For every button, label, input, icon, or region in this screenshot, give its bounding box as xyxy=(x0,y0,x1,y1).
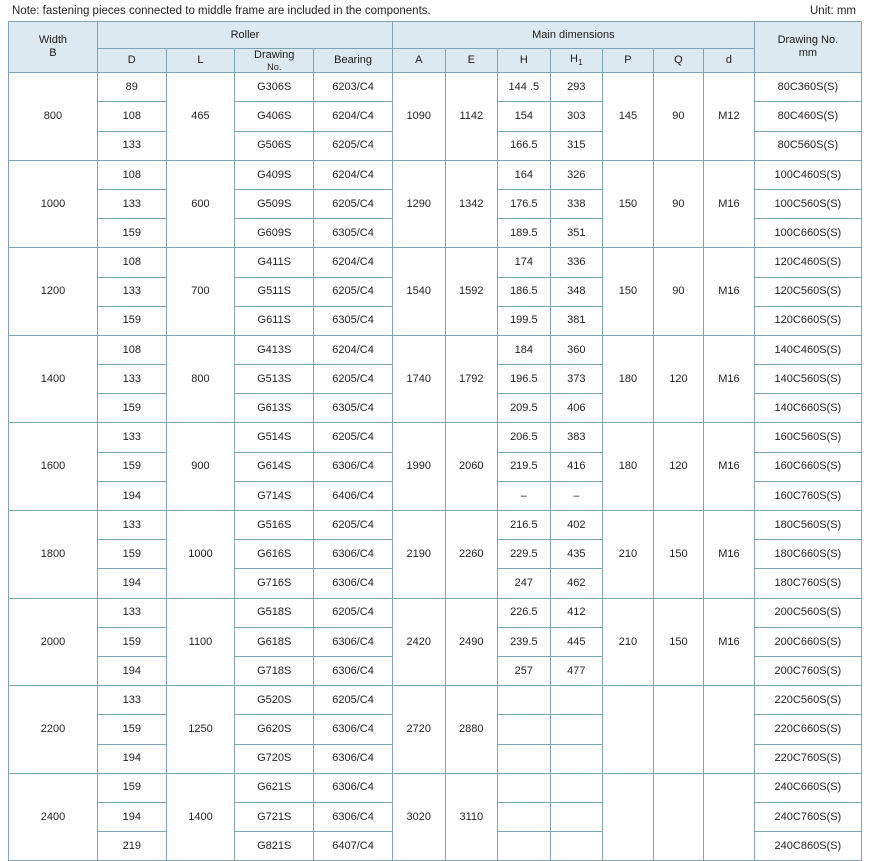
table-row xyxy=(9,686,862,715)
cell-dim-h1: 351 xyxy=(550,219,603,248)
cell-roller-drawing-no: G516S xyxy=(235,511,314,540)
cell-roller-d: 133 xyxy=(97,189,166,218)
header-width-label: Width xyxy=(38,34,68,47)
table-row xyxy=(9,423,862,452)
cell-width: 1400 xyxy=(9,335,98,423)
table-row xyxy=(9,511,862,540)
header-main-dimensions: Main dimensions xyxy=(393,22,755,49)
cell-dim-h1: 412 xyxy=(550,598,603,627)
cell-roller-d: 194 xyxy=(97,744,166,773)
cell-dim-p: 180 xyxy=(603,423,654,511)
cell-dim-a: 1290 xyxy=(393,160,446,248)
cell-drawing-no: 220C560S(S) xyxy=(754,686,861,715)
header-col-q: Q xyxy=(653,49,704,73)
cell-roller-drawing-no: G518S xyxy=(235,598,314,627)
cell-dim-h1: 326 xyxy=(550,160,603,189)
cell-width: 2400 xyxy=(9,773,98,861)
cell-dim-h: 186.5 xyxy=(498,277,551,306)
cell-roller-d: 159 xyxy=(97,306,166,335)
cell-roller-d: 133 xyxy=(97,598,166,627)
cell-drawing-no: 220C660S(S) xyxy=(754,715,861,744)
cell-roller-d: 194 xyxy=(97,481,166,510)
cell-dim-q: 90 xyxy=(653,160,704,248)
cell-roller-bearing: 6305/C4 xyxy=(314,219,393,248)
cell-drawing-no: 180C660S(S) xyxy=(754,540,861,569)
cell-dim-h1: 435 xyxy=(550,540,603,569)
cell-dim-q: 150 xyxy=(653,598,704,686)
cell-roller-bearing: 6205/C4 xyxy=(314,277,393,306)
cell-roller-drawing-no: G720S xyxy=(235,744,314,773)
cell-dim-h: 199.5 xyxy=(498,306,551,335)
cell-dim-h: 226.5 xyxy=(498,598,551,627)
cell-roller-bearing: 6406/C4 xyxy=(314,481,393,510)
cell-roller-drawing-no: G716S xyxy=(235,569,314,598)
cell-dim-q xyxy=(653,686,704,774)
cell-roller-bearing: 6205/C4 xyxy=(314,365,393,394)
cell-roller-drawing-no: G611S xyxy=(235,306,314,335)
header-col-h1 xyxy=(550,49,603,73)
cell-dim-h: 206.5 xyxy=(498,423,551,452)
header-width-sub: B xyxy=(49,47,57,60)
cell-dim-h1: 338 xyxy=(550,189,603,218)
cell-width: 2000 xyxy=(9,598,98,686)
cell-dim-e: 1792 xyxy=(445,335,498,423)
cell-dim-p: 150 xyxy=(603,248,654,336)
header-col-h1-letter: H xyxy=(570,53,578,66)
cell-roller-drawing-no: G511S xyxy=(235,277,314,306)
cell-roller-drawing-no: G613S xyxy=(235,394,314,423)
cell-drawing-no: 240C860S(S) xyxy=(754,832,861,861)
cell-dim-h1: 406 xyxy=(550,394,603,423)
cell-dim-h: 189.5 xyxy=(498,219,551,248)
cell-dim-q: 90 xyxy=(653,248,704,336)
cell-roller-bearing: 6205/C4 xyxy=(314,511,393,540)
cell-roller-l: 1000 xyxy=(166,511,235,599)
cell-roller-d: 133 xyxy=(97,686,166,715)
header-drawing-no-line2: mm xyxy=(798,47,818,60)
cell-roller-l: 600 xyxy=(166,160,235,248)
cell-dim-e: 2880 xyxy=(445,686,498,774)
table-row xyxy=(9,160,862,189)
header-row-sub xyxy=(9,49,862,73)
cell-drawing-no: 140C660S(S) xyxy=(754,394,861,423)
cell-dim-h1: 402 xyxy=(550,511,603,540)
specification-table xyxy=(8,21,862,861)
cell-drawing-no: 220C760S(S) xyxy=(754,744,861,773)
cell-dim-h: 164 xyxy=(498,160,551,189)
cell-dim-p: 210 xyxy=(603,598,654,686)
cell-roller-drawing-no: G721S xyxy=(235,802,314,831)
cell-dim-h1: 373 xyxy=(550,365,603,394)
cell-dim-e: 2060 xyxy=(445,423,498,511)
cell-roller-drawing-no: G620S xyxy=(235,715,314,744)
cell-roller-bearing: 6205/C4 xyxy=(314,189,393,218)
cell-roller-drawing-no: G409S xyxy=(235,160,314,189)
cell-width: 1200 xyxy=(9,248,98,336)
cell-roller-drawing-no: G306S xyxy=(235,73,314,102)
cell-drawing-no: 120C660S(S) xyxy=(754,306,861,335)
cell-dim-a: 2720 xyxy=(393,686,446,774)
header-col-d: D xyxy=(97,49,166,73)
cell-dim-p: 210 xyxy=(603,511,654,599)
cell-drawing-no: 240C660S(S) xyxy=(754,773,861,802)
cell-dim-q: 120 xyxy=(653,335,704,423)
cell-roller-d: 108 xyxy=(97,102,166,131)
cell-width: 1000 xyxy=(9,160,98,248)
cell-roller-d: 194 xyxy=(97,656,166,685)
cell-roller-d: 133 xyxy=(97,511,166,540)
table-row xyxy=(9,598,862,627)
cell-dim-h1: 360 xyxy=(550,335,603,364)
cell-roller-l: 1100 xyxy=(166,598,235,686)
cell-dim-h1: 477 xyxy=(550,656,603,685)
cell-dim-a: 3020 xyxy=(393,773,446,861)
cell-dim-a: 1540 xyxy=(393,248,446,336)
cell-drawing-no: 180C760S(S) xyxy=(754,569,861,598)
cell-dim-a: 2420 xyxy=(393,598,446,686)
cell-dim-h1: 381 xyxy=(550,306,603,335)
cell-dim-h1 xyxy=(550,773,603,802)
cell-dim-d: M16 xyxy=(704,160,755,248)
cell-roller-drawing-no: G618S xyxy=(235,627,314,656)
table-row xyxy=(9,248,862,277)
cell-drawing-no: 240C760S(S) xyxy=(754,802,861,831)
cell-drawing-no: 160C560S(S) xyxy=(754,423,861,452)
cell-dim-h: 174 xyxy=(498,248,551,277)
unit-text: Unit: mm xyxy=(810,5,856,17)
cell-dim-h1: – xyxy=(550,481,603,510)
cell-roller-l: 700 xyxy=(166,248,235,336)
cell-roller-l: 1400 xyxy=(166,773,235,861)
cell-dim-p xyxy=(603,773,654,861)
table-row xyxy=(9,335,862,364)
cell-roller-bearing: 6205/C4 xyxy=(314,423,393,452)
cell-dim-a: 2190 xyxy=(393,511,446,599)
cell-dim-h1 xyxy=(550,715,603,744)
header-col-drawing-no xyxy=(235,49,314,73)
cell-roller-drawing-no: G614S xyxy=(235,452,314,481)
cell-dim-p: 180 xyxy=(603,335,654,423)
cell-roller-bearing: 6204/C4 xyxy=(314,248,393,277)
cell-roller-drawing-no: G718S xyxy=(235,656,314,685)
cell-roller-bearing: 6306/C4 xyxy=(314,569,393,598)
cell-dim-d: M16 xyxy=(704,598,755,686)
cell-roller-d: 159 xyxy=(97,219,166,248)
note-text: Note: fastening pieces connected to middle frame are included in the components. xyxy=(12,5,431,17)
cell-dim-h: 196.5 xyxy=(498,365,551,394)
table-row xyxy=(9,773,862,802)
header-col-a: A xyxy=(393,49,446,73)
header-col-bearing: Bearing xyxy=(314,49,393,73)
cell-roller-bearing: 6204/C4 xyxy=(314,160,393,189)
cell-roller-bearing: 6306/C4 xyxy=(314,744,393,773)
cell-roller-drawing-no: G821S xyxy=(235,832,314,861)
cell-dim-h xyxy=(498,686,551,715)
cell-dim-h1: 416 xyxy=(550,452,603,481)
cell-dim-e: 2260 xyxy=(445,511,498,599)
cell-drawing-no: 140C560S(S) xyxy=(754,365,861,394)
top-bar xyxy=(8,0,862,21)
cell-roller-l: 900 xyxy=(166,423,235,511)
cell-drawing-no: 100C460S(S) xyxy=(754,160,861,189)
cell-dim-h1: 303 xyxy=(550,102,603,131)
cell-roller-bearing: 6205/C4 xyxy=(314,686,393,715)
cell-dim-q: 150 xyxy=(653,511,704,599)
header-col-h: H xyxy=(498,49,551,73)
cell-roller-d: 159 xyxy=(97,715,166,744)
cell-dim-h1 xyxy=(550,832,603,861)
header-col-p: P xyxy=(603,49,654,73)
cell-dim-p: 150 xyxy=(603,160,654,248)
cell-dim-p: 145 xyxy=(603,73,654,161)
cell-drawing-no: 180C560S(S) xyxy=(754,511,861,540)
cell-dim-h: – xyxy=(498,481,551,510)
cell-width: 1600 xyxy=(9,423,98,511)
cell-dim-h1: 293 xyxy=(550,73,603,102)
cell-dim-h1: 315 xyxy=(550,131,603,160)
cell-roller-d: 159 xyxy=(97,394,166,423)
cell-roller-bearing: 6407/C4 xyxy=(314,832,393,861)
cell-dim-h1: 462 xyxy=(550,569,603,598)
cell-dim-h: 176.5 xyxy=(498,189,551,218)
cell-dim-h: 216.5 xyxy=(498,511,551,540)
cell-drawing-no: 120C560S(S) xyxy=(754,277,861,306)
cell-roller-d: 159 xyxy=(97,540,166,569)
cell-drawing-no: 140C460S(S) xyxy=(754,335,861,364)
cell-dim-e: 2490 xyxy=(445,598,498,686)
cell-roller-drawing-no: G506S xyxy=(235,131,314,160)
cell-roller-drawing-no: G609S xyxy=(235,219,314,248)
header-width-b xyxy=(9,22,98,73)
cell-drawing-no: 100C560S(S) xyxy=(754,189,861,218)
cell-dim-a: 1740 xyxy=(393,335,446,423)
table-row xyxy=(9,73,862,102)
cell-roller-drawing-no: G509S xyxy=(235,189,314,218)
cell-dim-h1: 383 xyxy=(550,423,603,452)
cell-roller-l: 800 xyxy=(166,335,235,423)
cell-roller-d: 108 xyxy=(97,160,166,189)
cell-dim-h xyxy=(498,715,551,744)
cell-roller-drawing-no: G621S xyxy=(235,773,314,802)
cell-drawing-no: 120C460S(S) xyxy=(754,248,861,277)
header-col-drawing-no-line2: No. xyxy=(267,61,282,72)
cell-roller-d: 194 xyxy=(97,802,166,831)
cell-dim-d xyxy=(704,773,755,861)
header-col-e: E xyxy=(445,49,498,73)
cell-roller-bearing: 6306/C4 xyxy=(314,656,393,685)
cell-roller-d: 133 xyxy=(97,365,166,394)
cell-dim-h: 209.5 xyxy=(498,394,551,423)
cell-dim-h xyxy=(498,802,551,831)
cell-dim-h: 257 xyxy=(498,656,551,685)
cell-drawing-no: 80C360S(S) xyxy=(754,73,861,102)
cell-roller-bearing: 6305/C4 xyxy=(314,394,393,423)
cell-roller-d: 159 xyxy=(97,773,166,802)
cell-dim-h1 xyxy=(550,802,603,831)
cell-dim-d: M16 xyxy=(704,335,755,423)
cell-dim-a: 1090 xyxy=(393,73,446,161)
cell-dim-q xyxy=(653,773,704,861)
cell-dim-h: 154 xyxy=(498,102,551,131)
cell-drawing-no: 200C660S(S) xyxy=(754,627,861,656)
cell-roller-d: 133 xyxy=(97,277,166,306)
cell-drawing-no: 200C560S(S) xyxy=(754,598,861,627)
cell-width: 2200 xyxy=(9,686,98,774)
cell-dim-p xyxy=(603,686,654,774)
cell-dim-h: 166.5 xyxy=(498,131,551,160)
cell-roller-drawing-no: G514S xyxy=(235,423,314,452)
cell-roller-d: 89 xyxy=(97,73,166,102)
cell-drawing-no: 80C460S(S) xyxy=(754,102,861,131)
header-roller: Roller xyxy=(97,22,392,49)
cell-dim-h1: 348 xyxy=(550,277,603,306)
cell-dim-h1 xyxy=(550,686,603,715)
cell-roller-bearing: 6204/C4 xyxy=(314,102,393,131)
cell-roller-bearing: 6205/C4 xyxy=(314,598,393,627)
cell-dim-d: M16 xyxy=(704,423,755,511)
table-body xyxy=(9,73,862,861)
cell-roller-bearing: 6205/C4 xyxy=(314,131,393,160)
cell-drawing-no: 100C660S(S) xyxy=(754,219,861,248)
cell-roller-bearing: 6306/C4 xyxy=(314,802,393,831)
cell-dim-d: M12 xyxy=(704,73,755,161)
cell-roller-drawing-no: G411S xyxy=(235,248,314,277)
cell-roller-l: 465 xyxy=(166,73,235,161)
cell-dim-e: 1592 xyxy=(445,248,498,336)
cell-roller-bearing: 6305/C4 xyxy=(314,306,393,335)
cell-dim-h: 229.5 xyxy=(498,540,551,569)
header-col-drawing-no-line1: Drawing xyxy=(254,49,295,61)
cell-roller-bearing: 6306/C4 xyxy=(314,452,393,481)
cell-dim-h1 xyxy=(550,744,603,773)
cell-roller-bearing: 6306/C4 xyxy=(314,715,393,744)
header-col-h1-sub: 1 xyxy=(577,57,583,68)
cell-roller-d: 219 xyxy=(97,832,166,861)
cell-dim-h: 219.5 xyxy=(498,452,551,481)
cell-roller-drawing-no: G714S xyxy=(235,481,314,510)
cell-dim-h: 239.5 xyxy=(498,627,551,656)
cell-dim-h xyxy=(498,744,551,773)
header-drawing-no-line1: Drawing No. xyxy=(777,34,839,47)
cell-roller-bearing: 6306/C4 xyxy=(314,540,393,569)
cell-dim-d: M16 xyxy=(704,248,755,336)
cell-roller-l: 1250 xyxy=(166,686,235,774)
cell-roller-d: 159 xyxy=(97,627,166,656)
cell-dim-e: 1142 xyxy=(445,73,498,161)
cell-drawing-no: 80C560S(S) xyxy=(754,131,861,160)
cell-roller-d: 159 xyxy=(97,452,166,481)
header-drawing-no-mm xyxy=(754,22,861,73)
cell-roller-d: 108 xyxy=(97,335,166,364)
cell-roller-drawing-no: G616S xyxy=(235,540,314,569)
header-row-top xyxy=(9,22,862,49)
cell-roller-d: 133 xyxy=(97,423,166,452)
cell-width: 800 xyxy=(9,73,98,161)
cell-roller-drawing-no: G406S xyxy=(235,102,314,131)
cell-roller-drawing-no: G513S xyxy=(235,365,314,394)
cell-dim-h1: 445 xyxy=(550,627,603,656)
cell-dim-a: 1990 xyxy=(393,423,446,511)
cell-dim-q: 90 xyxy=(653,73,704,161)
cell-dim-e: 1342 xyxy=(445,160,498,248)
cell-dim-d xyxy=(704,686,755,774)
header-col-d-small: d xyxy=(704,49,755,73)
cell-roller-d: 108 xyxy=(97,248,166,277)
cell-roller-bearing: 6306/C4 xyxy=(314,773,393,802)
cell-roller-drawing-no: G413S xyxy=(235,335,314,364)
cell-dim-h: 247 xyxy=(498,569,551,598)
cell-drawing-no: 200C760S(S) xyxy=(754,656,861,685)
cell-roller-bearing: 6306/C4 xyxy=(314,627,393,656)
cell-dim-e: 3110 xyxy=(445,773,498,861)
cell-drawing-no: 160C760S(S) xyxy=(754,481,861,510)
cell-roller-bearing: 6203/C4 xyxy=(314,73,393,102)
cell-roller-bearing: 6204/C4 xyxy=(314,335,393,364)
cell-width: 1800 xyxy=(9,511,98,599)
cell-dim-h1: 336 xyxy=(550,248,603,277)
cell-roller-d: 194 xyxy=(97,569,166,598)
cell-roller-drawing-no: G520S xyxy=(235,686,314,715)
cell-dim-h: 144 .5 xyxy=(498,73,551,102)
cell-dim-h: 184 xyxy=(498,335,551,364)
cell-dim-h xyxy=(498,832,551,861)
cell-drawing-no: 160C660S(S) xyxy=(754,452,861,481)
header-col-l: L xyxy=(166,49,235,73)
cell-dim-d: M16 xyxy=(704,511,755,599)
cell-dim-q: 120 xyxy=(653,423,704,511)
cell-roller-d: 133 xyxy=(97,131,166,160)
cell-dim-h xyxy=(498,773,551,802)
